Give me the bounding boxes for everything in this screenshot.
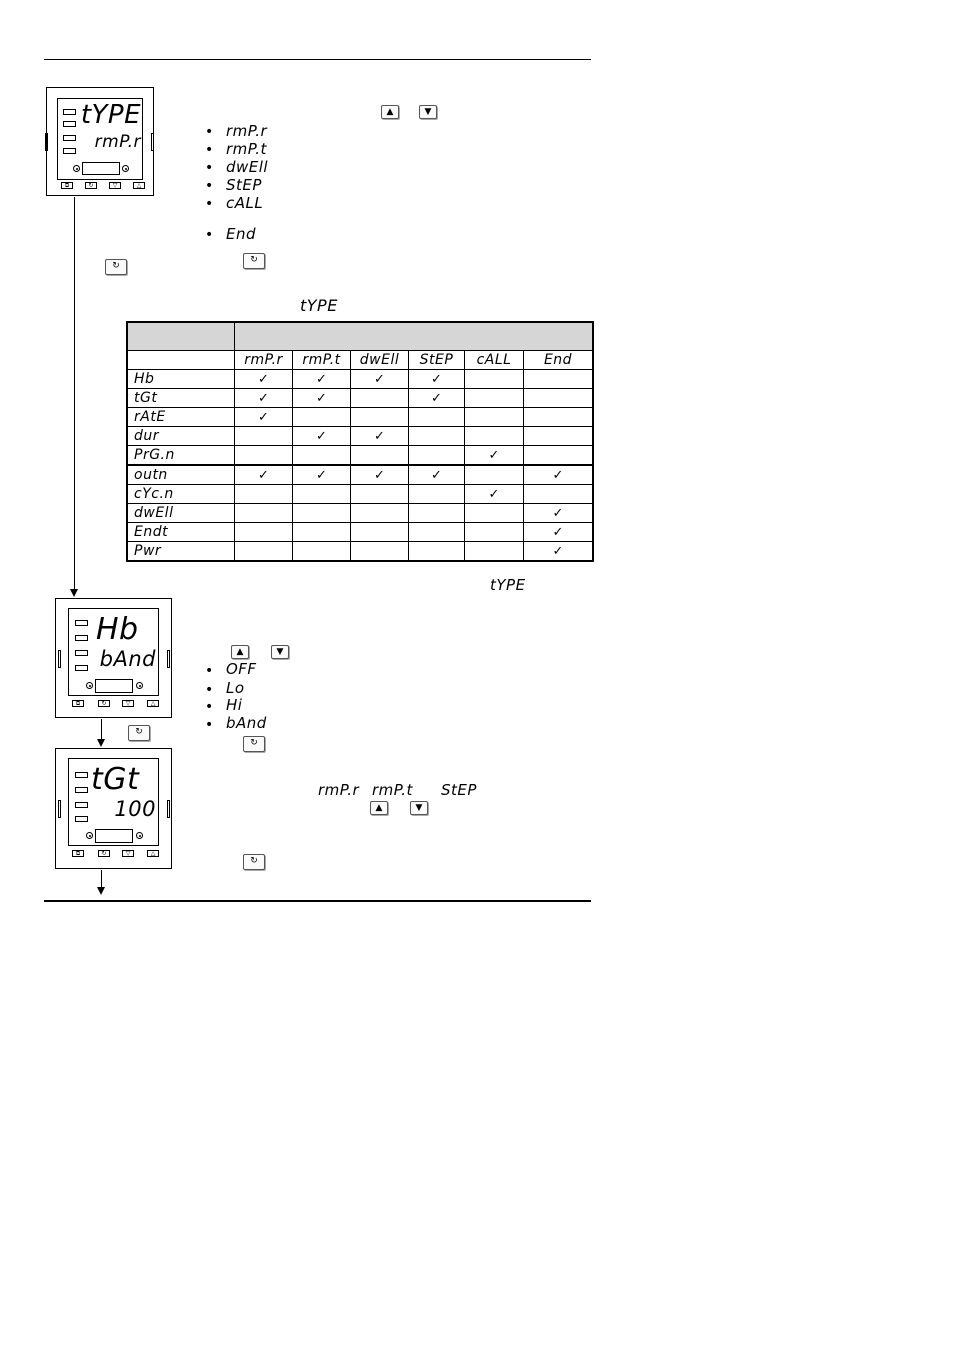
hb-option: Hi <box>226 696 243 714</box>
flow-line <box>74 197 75 589</box>
table-cell <box>235 446 293 466</box>
bullet: • <box>205 227 214 243</box>
page-key-icon: ↻ <box>105 259 127 275</box>
down-key-icon: ▼ <box>419 105 437 119</box>
table-cell <box>351 542 409 562</box>
type-option: StEP <box>226 176 262 194</box>
table-cell <box>293 542 351 562</box>
table-note-type-label: tYPE <box>490 576 526 594</box>
controller-display-hb <box>55 598 172 718</box>
table-cell <box>293 446 351 466</box>
led-indicator <box>75 816 88 822</box>
display-top-text: tGt <box>91 762 140 797</box>
bullet: • <box>205 124 214 140</box>
flow-arrow-icon <box>97 887 105 895</box>
parameter-table <box>126 321 594 562</box>
panel-page-button: ⧉ <box>72 700 84 707</box>
table-cell <box>351 408 409 427</box>
check-mark-icon: ✓ <box>293 465 351 485</box>
panel-page-button: ⧉ <box>61 182 73 189</box>
check-mark-icon: ✓ <box>293 427 351 446</box>
up-key-icon: ▲ <box>370 801 388 815</box>
table-cell <box>409 485 465 504</box>
column-header-row <box>127 351 593 370</box>
bar-display <box>95 829 133 843</box>
table-cell <box>409 446 465 466</box>
check-mark-icon: ✓ <box>409 389 465 408</box>
table-row <box>127 542 593 562</box>
table-cell <box>235 427 293 446</box>
table-type-label: tYPE <box>300 296 338 315</box>
table-row <box>127 427 593 446</box>
led-indicator <box>75 802 88 808</box>
table-cell <box>524 446 594 466</box>
panel-up-button: △ <box>133 182 145 189</box>
table-row <box>127 446 593 466</box>
led-indicator <box>75 650 88 656</box>
page-key-icon: ↻ <box>243 854 265 870</box>
type-option: rmP.t <box>226 140 267 158</box>
table-header-row <box>127 322 593 351</box>
table-cell <box>409 427 465 446</box>
knob-icon <box>86 832 93 839</box>
table-cell <box>465 542 524 562</box>
table-cell <box>409 408 465 427</box>
display-top-text: Hb <box>96 612 139 647</box>
bullet: • <box>205 142 214 158</box>
check-mark-icon: ✓ <box>524 523 594 542</box>
check-mark-icon: ✓ <box>465 485 524 504</box>
panel-down-button: ▽ <box>109 182 121 189</box>
page-key-icon: ↻ <box>128 725 150 741</box>
side-clip <box>167 800 170 818</box>
knob-icon <box>73 165 80 172</box>
table-cell <box>351 504 409 523</box>
row-label: rAtE <box>127 408 235 427</box>
check-mark-icon: ✓ <box>524 465 594 485</box>
check-mark-icon: ✓ <box>235 370 293 389</box>
row-label: dwEll <box>127 504 235 523</box>
table-cell <box>351 446 409 466</box>
side-clip <box>151 133 154 151</box>
top-rule <box>44 59 591 60</box>
display-bottom-text: 100 <box>114 797 156 821</box>
knob-icon <box>86 682 93 689</box>
table-cell <box>465 523 524 542</box>
table-row <box>127 504 593 523</box>
column-header: cALL <box>465 351 524 370</box>
row-label: PrG.n <box>127 446 235 466</box>
column-header: StEP <box>409 351 465 370</box>
check-mark-icon: ✓ <box>351 427 409 446</box>
side-clip <box>58 650 61 668</box>
knob-icon <box>122 165 129 172</box>
up-key-icon: ▲ <box>381 105 399 119</box>
check-mark-icon: ✓ <box>351 370 409 389</box>
panel-down-button: ▽ <box>122 700 134 707</box>
flow-arrow-icon <box>70 589 78 597</box>
column-header: dwEll <box>351 351 409 370</box>
check-mark-icon: ✓ <box>293 389 351 408</box>
side-clip <box>45 133 48 151</box>
led-indicator <box>63 148 76 154</box>
bullet: • <box>205 178 214 194</box>
led-indicator <box>63 121 76 127</box>
check-mark-icon: ✓ <box>235 389 293 408</box>
table-cell <box>293 408 351 427</box>
column-header: rmP.t <box>293 351 351 370</box>
bullet: • <box>205 682 214 698</box>
led-indicator <box>63 109 76 115</box>
bullet: • <box>205 196 214 212</box>
header-cell <box>127 322 235 351</box>
led-indicator <box>63 135 76 141</box>
hb-option: OFF <box>226 660 257 678</box>
table-row <box>127 408 593 427</box>
display-bottom-text: bAnd <box>99 647 156 671</box>
panel-scroll-button: ↻ <box>85 182 97 189</box>
bar-display <box>82 162 120 175</box>
table-cell <box>524 408 594 427</box>
led-indicator <box>75 787 88 793</box>
bottom-rule <box>44 900 591 902</box>
row-label: dur <box>127 427 235 446</box>
row-label: cYc.n <box>127 485 235 504</box>
table-cell <box>293 523 351 542</box>
type-option: cALL <box>226 194 264 212</box>
tgt-type-label: rmP.r <box>318 781 360 799</box>
table-cell <box>465 465 524 485</box>
bullet: • <box>205 663 214 679</box>
table-cell <box>235 523 293 542</box>
table-cell <box>409 504 465 523</box>
flow-line <box>101 870 102 888</box>
table-body <box>127 370 593 562</box>
panel-scroll-button: ↻ <box>98 700 110 707</box>
table-cell <box>409 523 465 542</box>
panel-page-button: ⧉ <box>72 850 84 857</box>
table-row <box>127 389 593 408</box>
column-header: rmP.r <box>235 351 293 370</box>
row-label: Endt <box>127 523 235 542</box>
tgt-type-label: rmP.t <box>372 781 413 799</box>
table-cell <box>524 485 594 504</box>
table-cell <box>293 504 351 523</box>
page-key-icon: ↻ <box>243 736 265 752</box>
column-header: End <box>524 351 594 370</box>
table-cell <box>465 427 524 446</box>
table-cell <box>465 389 524 408</box>
table-cell <box>409 542 465 562</box>
side-clip <box>58 800 61 818</box>
row-label: Pwr <box>127 542 235 562</box>
led-indicator <box>75 665 88 671</box>
table-cell <box>465 370 524 389</box>
display-bottom-text: rmP.r <box>94 132 141 152</box>
check-mark-icon: ✓ <box>235 465 293 485</box>
hb-option: Lo <box>226 679 245 697</box>
row-label: tGt <box>127 389 235 408</box>
table-row <box>127 465 593 485</box>
table-cell <box>524 427 594 446</box>
bar-display <box>95 679 133 693</box>
hb-option: bAnd <box>226 714 267 732</box>
check-mark-icon: ✓ <box>235 408 293 427</box>
check-mark-icon: ✓ <box>524 504 594 523</box>
side-clip <box>167 650 170 668</box>
table-row <box>127 523 593 542</box>
panel-up-button: △ <box>147 700 159 707</box>
check-mark-icon: ✓ <box>465 446 524 466</box>
down-key-icon: ▼ <box>271 645 289 659</box>
led-indicator <box>75 620 88 626</box>
table-cell <box>235 504 293 523</box>
knob-icon <box>136 682 143 689</box>
table-cell <box>524 389 594 408</box>
header-cell <box>235 322 594 351</box>
check-mark-icon: ✓ <box>524 542 594 562</box>
led-indicator <box>75 772 88 778</box>
row-label: Hb <box>127 370 235 389</box>
table-cell <box>524 370 594 389</box>
type-option: End <box>226 225 257 243</box>
down-key-icon: ▼ <box>410 801 428 815</box>
table-cell <box>293 485 351 504</box>
check-mark-icon: ✓ <box>409 370 465 389</box>
check-mark-icon: ✓ <box>293 370 351 389</box>
check-mark-icon: ✓ <box>351 465 409 485</box>
up-key-icon: ▲ <box>231 645 249 659</box>
table-row <box>127 370 593 389</box>
flow-line <box>101 719 102 739</box>
bullet: • <box>205 160 214 176</box>
corner-cell <box>127 351 235 370</box>
check-mark-icon: ✓ <box>409 465 465 485</box>
table-cell <box>235 542 293 562</box>
bullet: • <box>205 699 214 715</box>
display-top-text: tYPE <box>80 100 141 130</box>
tgt-type-label: StEP <box>441 781 477 799</box>
bullet: • <box>205 717 214 733</box>
table-row <box>127 485 593 504</box>
led-indicator <box>75 635 88 641</box>
page-key-icon: ↻ <box>243 253 265 269</box>
flow-arrow-icon <box>97 739 105 747</box>
knob-icon <box>136 832 143 839</box>
table-cell <box>465 408 524 427</box>
panel-down-button: ▽ <box>122 850 134 857</box>
panel-up-button: △ <box>147 850 159 857</box>
row-label: outn <box>127 465 235 485</box>
type-option: rmP.r <box>226 122 268 140</box>
type-option: dwEll <box>226 158 269 176</box>
table-cell <box>351 389 409 408</box>
table-cell <box>351 523 409 542</box>
table-cell <box>351 485 409 504</box>
table-cell <box>465 504 524 523</box>
controller-display-tgt <box>55 748 172 869</box>
panel-scroll-button: ↻ <box>98 850 110 857</box>
controller-display-type <box>46 87 154 196</box>
table-cell <box>235 485 293 504</box>
